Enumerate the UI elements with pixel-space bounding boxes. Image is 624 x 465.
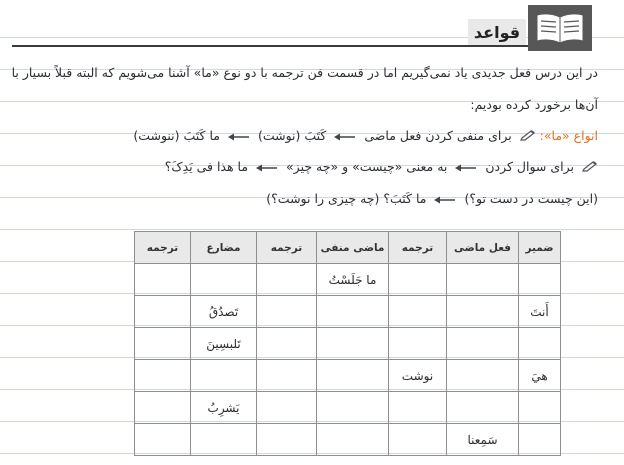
pencil-icon (582, 160, 598, 175)
table-cell[interactable] (257, 360, 317, 392)
header-underline (12, 45, 548, 47)
ma-types-row-1 (14, 128, 598, 144)
table-cell[interactable] (135, 264, 191, 296)
ma-types-row-2 (14, 159, 598, 175)
table-cell[interactable]: أَنتَ (519, 296, 561, 328)
arrow-left-icon (455, 160, 477, 175)
question-example-2: ما کَتَبَ؟ (چه چیزی را نوشت؟) (266, 191, 427, 206)
table-cell[interactable] (389, 328, 447, 360)
table-row (135, 328, 561, 360)
table-cell[interactable]: يَشرِبُ (191, 392, 257, 424)
verb-conjugation-table (134, 231, 561, 456)
table-cell[interactable] (135, 424, 191, 456)
table-cell[interactable] (257, 328, 317, 360)
table-cell[interactable] (389, 424, 447, 456)
negation-example: کَتَبَ (نوشت) (257, 128, 327, 143)
table-cell[interactable] (135, 328, 191, 360)
intro-line-1: در این درس فعل جدیدی یاد نمی‌گیریم اما در قسمت فن ترجمه با دو نوع «ما» آشنا می‌شویم که البته قبلاً بسیار با (11, 65, 598, 80)
question-example-translation: (این چیست در دست تو؟) (464, 191, 598, 206)
table-cell[interactable] (257, 296, 317, 328)
table-cell[interactable] (389, 264, 447, 296)
table-cell[interactable] (317, 328, 389, 360)
table-cell[interactable] (519, 424, 561, 456)
table-cell[interactable] (135, 296, 191, 328)
column-header: ضمیر (519, 232, 561, 264)
table-cell[interactable] (447, 264, 519, 296)
table-row (135, 424, 561, 456)
table-cell[interactable] (135, 392, 191, 424)
table-cell[interactable] (317, 296, 389, 328)
table-row (135, 360, 561, 392)
table-cell[interactable] (317, 392, 389, 424)
table-cell[interactable] (447, 360, 519, 392)
table-cell[interactable] (317, 360, 389, 392)
ma-types-row-3 (14, 191, 598, 207)
arrow-left-icon (434, 192, 456, 207)
table-cell[interactable] (191, 264, 257, 296)
column-header: ترجمه (257, 232, 317, 264)
table-cell[interactable] (519, 392, 561, 424)
negation-desc: برای منفی کردن فعل ماضی (364, 128, 512, 143)
table-cell[interactable]: ما جَلَسْتُ (317, 264, 389, 296)
table-row (135, 264, 561, 296)
negation-result: ما کَتَبَ (ننوشت) (133, 128, 220, 143)
table-cell[interactable] (317, 424, 389, 456)
table-row (135, 392, 561, 424)
book-icon (528, 5, 592, 51)
table-cell[interactable] (519, 328, 561, 360)
table-cell[interactable] (191, 424, 257, 456)
table-cell[interactable] (257, 392, 317, 424)
column-header: مضارع (191, 232, 257, 264)
table-cell[interactable] (389, 296, 447, 328)
table-cell[interactable]: تَصدُقُ (191, 296, 257, 328)
table-cell[interactable]: سَمِعنا (447, 424, 519, 456)
table-cell[interactable] (447, 328, 519, 360)
ma-types-label: انواع «ما»: (539, 128, 598, 143)
table-cell[interactable] (257, 264, 317, 296)
table-cell[interactable] (447, 296, 519, 328)
table-cell[interactable] (135, 360, 191, 392)
intro-line-2: آن‌ها برخورد کرده بودیم: (470, 97, 598, 112)
column-header: فعل ماضی (447, 232, 519, 264)
question-meaning: به معنی «چیست» و «چه چیز» (286, 159, 448, 174)
section-title: قواعد (468, 19, 526, 45)
table-cell[interactable]: تَلبسِينَ (191, 328, 257, 360)
column-header: ماضی منفی (317, 232, 389, 264)
column-header: ترجمه (135, 232, 191, 264)
question-example: ما هذا فی یَدِکَ؟ (164, 159, 249, 174)
arrow-left-icon (334, 129, 356, 144)
table-cell[interactable] (389, 392, 447, 424)
table-cell[interactable] (257, 424, 317, 456)
table-cell[interactable]: هيَ (519, 360, 561, 392)
table-cell[interactable]: نوشت (389, 360, 447, 392)
table-cell[interactable] (447, 392, 519, 424)
column-header: ترجمه (389, 232, 447, 264)
table-cell[interactable] (191, 360, 257, 392)
pencil-icon (520, 129, 536, 144)
table-header-row (135, 232, 561, 264)
arrow-left-icon (256, 160, 278, 175)
question-desc: برای سوال کردن (485, 159, 575, 174)
table-row (135, 296, 561, 328)
arrow-left-icon (228, 129, 250, 144)
section-header (12, 5, 608, 49)
table-cell[interactable] (519, 264, 561, 296)
